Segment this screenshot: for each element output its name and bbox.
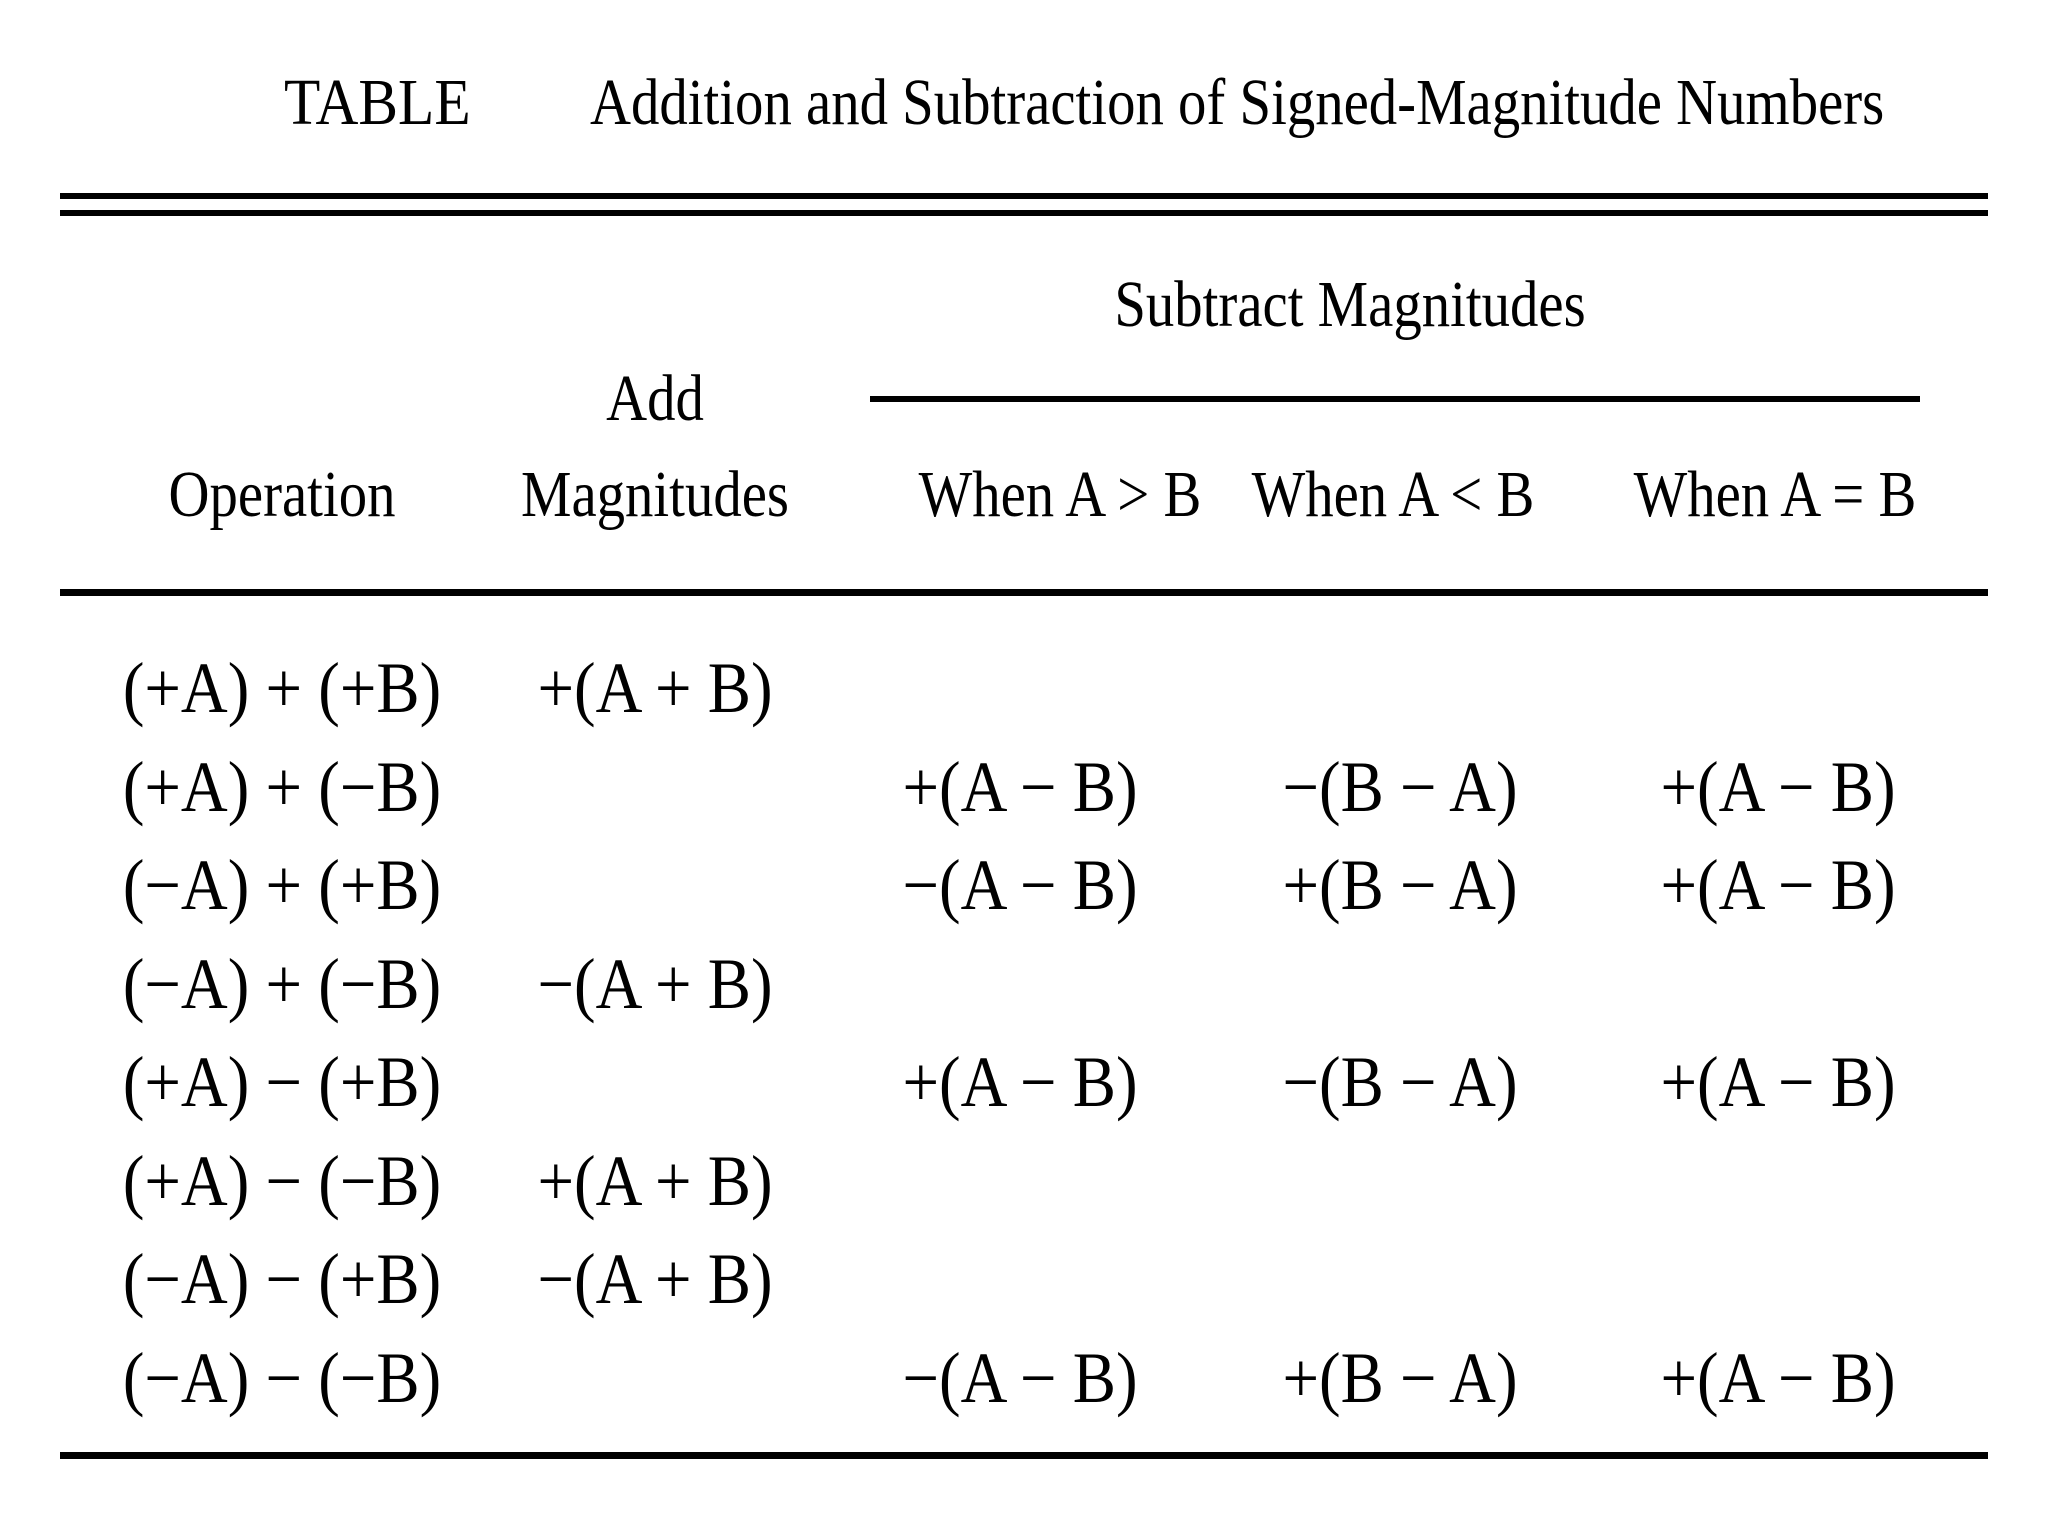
top-double-rule-lower bbox=[60, 210, 1988, 216]
when-a-eq-b-cell: +(A − B) bbox=[1660, 845, 1896, 925]
when-a-lt-b-cell: −(B − A) bbox=[1282, 1042, 1518, 1122]
when-a-eq-b-cell: +(A − B) bbox=[1660, 746, 1896, 827]
when-a-lt-b-header: When A < B bbox=[1251, 458, 1535, 531]
operation-cell: (−A) + (+B) bbox=[122, 845, 442, 925]
operation-header: Operation bbox=[168, 458, 396, 531]
add-magnitudes-header-line2: Magnitudes bbox=[520, 458, 790, 531]
header-rule bbox=[60, 589, 1988, 596]
when-a-eq-b-cell: +(A − B) bbox=[1660, 1042, 1896, 1122]
operation-cell: (+A) + (−B) bbox=[122, 746, 442, 827]
operation-cell: (+A) − (+B) bbox=[122, 1042, 442, 1122]
when-a-gt-b-cell: +(A − B) bbox=[902, 746, 1138, 827]
add-magnitudes-cell: +(A + B) bbox=[537, 1140, 773, 1221]
operation-cell: (−A) + (−B) bbox=[122, 943, 442, 1024]
subtract-magnitudes-header: Subtract Magnitudes bbox=[1114, 268, 1586, 341]
when-a-gt-b-header: When A > B bbox=[918, 458, 1202, 531]
top-double-rule-upper bbox=[60, 193, 1988, 199]
when-a-gt-b-cell: +(A − B) bbox=[902, 1042, 1138, 1122]
operation-cell: (−A) − (−B) bbox=[122, 1337, 442, 1418]
operation-cell: (+A) − (−B) bbox=[122, 1140, 442, 1221]
add-magnitudes-cell: −(A + B) bbox=[537, 943, 773, 1024]
when-a-gt-b-cell: −(A − B) bbox=[902, 845, 1138, 925]
add-magnitudes-header-line1: Add bbox=[606, 362, 704, 435]
caption-title: Addition and Subtraction of Signed-Magnitude Numbers bbox=[590, 66, 1885, 139]
when-a-lt-b-cell: +(B − A) bbox=[1282, 1337, 1518, 1418]
add-magnitudes-cell: +(A + B) bbox=[537, 648, 773, 728]
when-a-eq-b-header: When A = B bbox=[1633, 458, 1917, 531]
caption-label: TABLE bbox=[284, 66, 471, 139]
bottom-rule bbox=[60, 1452, 1988, 1459]
when-a-eq-b-cell: +(A − B) bbox=[1660, 1337, 1896, 1418]
operation-cell: (+A) + (+B) bbox=[122, 648, 442, 728]
when-a-gt-b-cell: −(A − B) bbox=[902, 1337, 1138, 1418]
subtract-group-rule bbox=[870, 396, 1920, 402]
add-magnitudes-cell: −(A + B) bbox=[537, 1239, 773, 1319]
operation-cell: (−A) − (+B) bbox=[122, 1239, 442, 1319]
when-a-lt-b-cell: −(B − A) bbox=[1282, 746, 1518, 827]
when-a-lt-b-cell: +(B − A) bbox=[1282, 845, 1518, 925]
